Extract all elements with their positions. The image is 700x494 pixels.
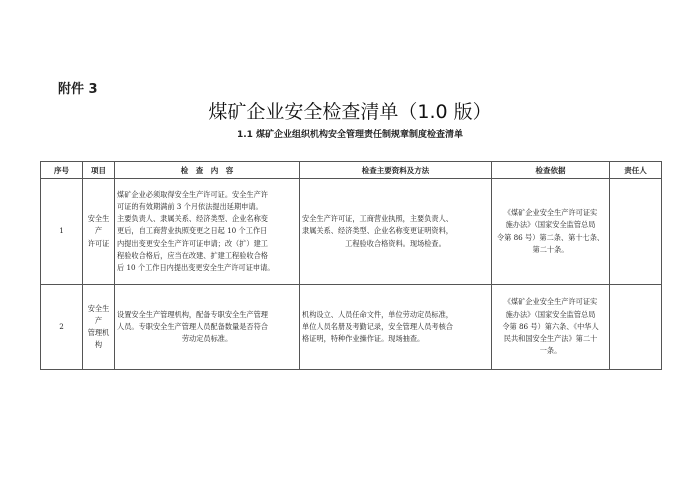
col-header-item: 项目 [83, 162, 115, 179]
table-row [41, 285, 662, 370]
content-line: 煤矿企业必须取得安全生产许可证。安全生产许 [117, 189, 268, 199]
row-item [83, 179, 115, 285]
basis-line: 民共和国安全生产法》第二十 [503, 334, 598, 344]
content-line: 设置安全生产管理机构，配备专职安全生产管理 [117, 309, 268, 319]
basis-line: 一条。 [539, 346, 562, 356]
row-content [115, 285, 300, 370]
item-line: 安全生产 [87, 214, 110, 236]
row-method [300, 285, 492, 370]
table-header-row [41, 162, 662, 179]
content-line: 程验收合格后，应当在改建、扩建工程验收合格 [117, 250, 268, 260]
method-line: 工程验收合格资料。现场检查。 [345, 238, 446, 248]
method-line: 单位人员名册及考勤记录，安全管理人员考核合 [302, 321, 453, 331]
basis-line: 第二十条。 [532, 244, 569, 254]
basis-line: 令第 86 号）第二条、第十七条、 [496, 232, 605, 242]
row-number: 1 [41, 179, 83, 285]
row-method [300, 179, 492, 285]
row-responsible [610, 285, 662, 370]
row-number: 2 [41, 285, 83, 370]
checklist-table [40, 161, 662, 370]
content-line: 后 10 个工作日内提出变更安全生产许可证申请。 [117, 263, 275, 272]
method-line: 安全生产许可证，工商营业执照，主要负责人、 [302, 214, 453, 224]
content-line: 内提出变更安全生产许可证申请；改（扩）建工 [117, 238, 268, 248]
basis-line: 《煤矿企业安全生产许可证实 [503, 297, 598, 307]
basis-line: 施办法》（国家安全监管总局 [505, 220, 596, 230]
col-header-content: 检 查 内 容 [115, 162, 300, 179]
col-header-method: 检查主要资料及方法 [300, 162, 492, 179]
row-content [115, 179, 300, 285]
attachment-label: 附件 3 [58, 82, 98, 97]
content-line: 劳动定员标准。 [181, 334, 233, 344]
row-item [83, 285, 115, 370]
method-line: 隶属关系、经济类型、企业名称变更证明资料， [302, 226, 453, 236]
col-header-number: 序号 [41, 162, 83, 179]
basis-line: 施办法》（国家安全监管总局 [505, 309, 596, 319]
item-line: 管理机构 [87, 328, 110, 350]
document-title: 煤矿企业安全检查清单（1.0 版） [208, 101, 492, 123]
col-header-basis: 检查依据 [492, 162, 610, 179]
method-line: 格证明，特种作业操作证。现场抽查。 [302, 334, 425, 344]
content-line: 主要负责人、隶属关系、经济类型、企业名称变 [117, 214, 268, 224]
row-responsible [610, 179, 662, 285]
basis-line: 《煤矿企业安全生产许可证实 [503, 208, 598, 218]
row-basis [492, 285, 610, 370]
item-line: 安全生产 [87, 303, 110, 325]
content-line: 人员。专职安全生产管理人员配备数量是否符合 [117, 321, 268, 331]
table-row [41, 179, 662, 285]
content-line: 更后，自工商营业执照变更之日起 10 个工作日 [117, 226, 268, 236]
method-line: 机构设立、人员任命文件，单位劳动定员标准， [302, 309, 453, 319]
item-line: 许可证 [87, 238, 110, 248]
row-basis [492, 179, 610, 285]
table-subtitle: 1.1 煤矿企业组织机构安全管理责任制规章制度检查清单 [236, 130, 464, 140]
col-header-responsible: 责任人 [610, 162, 662, 179]
content-line: 可证的有效期满前 3 个月依法提出延期申请。 [117, 201, 263, 211]
basis-line: 令第 86 号）第六条、《中华人 [502, 321, 599, 331]
